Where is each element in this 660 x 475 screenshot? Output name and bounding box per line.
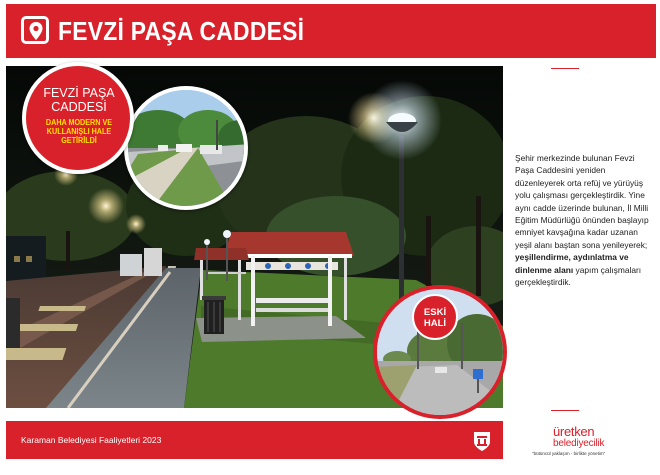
description-paragraph — [515, 152, 653, 288]
badge-sub-line2: KULLANIŞLI HALE — [46, 127, 112, 136]
header-banner — [6, 4, 656, 58]
brand-slogan: "bütüncül yaklaşım - birlikte yönetim" — [532, 451, 606, 456]
new-street-inset-photo — [124, 86, 248, 210]
divider-top — [551, 68, 579, 69]
description-highlight: yeşillendirme, aydınlatma ve dinlenme alanı — [515, 252, 629, 275]
page-title: FEVZİ PAŞA CADDESİ — [58, 16, 305, 46]
old-state-label-line2: HALİ — [423, 318, 447, 329]
brand-logo-line2: belediyecilik — [553, 438, 605, 449]
description-main: Şehir merkezinde bulunan Fevzi Paşa Caddesini yeniden düzenleyerek orta refüj ve yürüyüş yolu çalışması gerçekleştirdik. Yine aynı cadde üzerinde bulunan, İl Milli Eğitim Müdürlüğü önünden başlayıp emniyet kavşağına kadar uzanan yeşil alanı baştan sona yenileyerek; — [515, 153, 649, 250]
brand-logo-line1: üretken — [553, 424, 595, 439]
old-state-badge — [412, 294, 458, 340]
description-closing: yapım çalışmaları gerçekleştirdik. — [515, 264, 642, 288]
badge-title-line1: FEVZİ PAŞA — [43, 86, 115, 100]
footer-caption: Karaman Belediyesi Faaliyetleri 2023 — [21, 435, 162, 445]
badge-sub-line1: DAHA MODERN VE — [45, 118, 113, 127]
footer-banner — [6, 421, 503, 459]
municipality-emblem-icon — [472, 430, 492, 452]
location-pin-icon — [21, 16, 49, 44]
badge-sub-line3: GETİRİLDİ — [61, 136, 97, 145]
divider-bottom — [551, 410, 579, 411]
old-state-label-line1: ESKİ — [423, 307, 447, 318]
badge-title-line2: CADDESİ — [51, 100, 107, 114]
